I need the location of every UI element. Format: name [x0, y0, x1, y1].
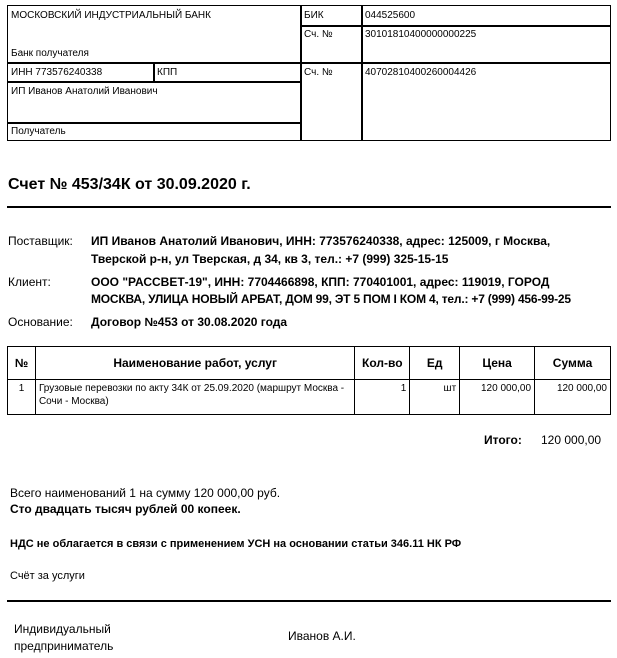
row-sum: 120 000,00	[535, 380, 611, 415]
header-sum: Сумма	[535, 347, 611, 380]
corr-account-value: 30101810400000000225	[365, 29, 477, 40]
header-qty: Кол-во	[355, 347, 410, 380]
signer-role-line1: Индивидуальный	[14, 622, 111, 636]
items-count-line: Всего наименований 1 на сумму 120 000,00 руб.	[10, 486, 281, 500]
table-row	[8, 380, 611, 415]
header-unit: Ед	[410, 347, 460, 380]
amount-in-words: Сто двадцать тысяч рублей 00 копеек.	[10, 502, 241, 516]
basis-label: Основание:	[8, 315, 73, 329]
vat-note: НДС не облагается в связи с применением УСН на основании статьи 346.11 НК РФ	[10, 538, 462, 550]
client-label: Клиент:	[8, 275, 51, 289]
signer-name: Иванов А.И.	[288, 629, 356, 643]
services-table	[7, 346, 611, 415]
signer-role-line2: предприниматель	[14, 639, 114, 653]
account-label: Сч. №	[304, 67, 333, 78]
row-qty: 1	[355, 380, 410, 415]
header-number: №	[8, 347, 36, 380]
corr-account-label: Сч. №	[304, 29, 333, 40]
total-value: 120 000,00	[541, 433, 602, 447]
header-name: Наименование работ, услуг	[35, 347, 354, 380]
client-details-line2: МОСКВА, УЛИЦА НОВЫЙ АРБАТ, ДОМ 99, ЭТ 5 ПОМ I КОМ 4, тел.: +7 (999) 456-99-25	[91, 292, 571, 306]
header-price: Цена	[460, 347, 535, 380]
row-unit: шт	[410, 380, 460, 415]
inn-label: ИНН 773576240338	[11, 67, 103, 78]
bank-name: МОСКОВСКИЙ ИНДУСТРИАЛЬНЫЙ БАНК	[11, 10, 211, 21]
bik-label: БИК	[304, 10, 324, 21]
kpp-label: КПП	[157, 67, 178, 78]
supplier-details-line1: ИП Иванов Анатолий Иванович, ИНН: 773576240338, адрес: 125009, г Москва,	[91, 234, 551, 248]
row-price: 120 000,00	[460, 380, 535, 415]
supplier-details-line2: Тверской р-н, ул Тверская, д 34, кв 3, тел.: +7 (999) 325-15-15	[91, 252, 449, 266]
recipient-name: ИП Иванов Анатолий Иванович	[11, 86, 158, 97]
table-header-row	[8, 347, 611, 380]
client-details-line1: ООО "РАССВЕТ-19", ИНН: 7704466898, КПП: 770401001, адрес: 119019, ГОРОД	[91, 275, 550, 289]
signature-divider	[7, 600, 611, 602]
recipient-bank-label: Банк получателя	[11, 48, 89, 59]
recipient-label: Получатель	[11, 126, 66, 137]
invoice-title: Счет № 453/34К от 30.09.2020 г.	[8, 176, 251, 193]
title-divider	[7, 206, 611, 208]
supplier-label: Поставщик:	[8, 234, 73, 248]
bank-details-table	[7, 5, 611, 141]
row-name: Грузовые перевозки по акту 34К от 25.09.2020 (маршрут Москва - Сочи - Москва)	[35, 380, 354, 415]
service-note: Счёт за услуги	[10, 570, 85, 582]
row-number: 1	[8, 380, 36, 415]
total-label: Итого:	[484, 433, 522, 447]
account-value: 40702810400260004426	[365, 67, 477, 78]
bik-value: 044525600	[365, 10, 416, 21]
basis-value: Договор №453 от 30.08.2020 года	[91, 315, 288, 329]
